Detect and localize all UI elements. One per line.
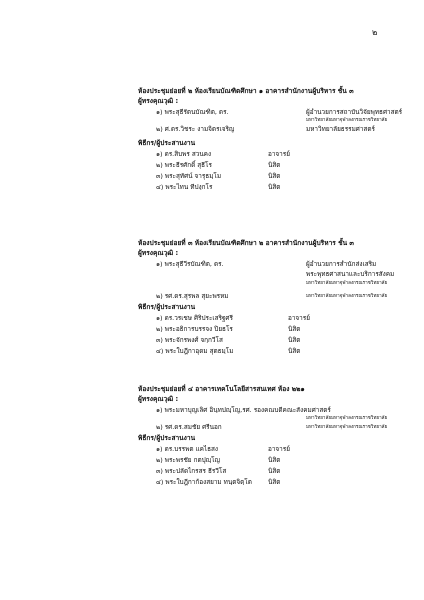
moderators-heading: พิธีกร/ผู้ประสานงาน [138, 434, 196, 442]
expert-role: มหาวิทยาลัยธรรมศาสตร์ [306, 125, 375, 133]
moderator-role: นิสิต [268, 183, 281, 191]
moderator-name: ๓) พระจักรพงศ์ จกฺกวีโส [156, 336, 223, 344]
moderator-row [156, 313, 418, 324]
moderator-role: อาจารย์ [268, 445, 290, 453]
moderator-name: ๓) พระปลัดไกรสร ธีรวีโส [156, 467, 227, 475]
experts-heading: ผู้ทรงคุณวุฒิ : [138, 395, 179, 403]
room-title: ห้องประชุมย่อยที่ ๔ อาคารเทคโนโลยีสารสนเทศ ห้อง ๒๒๑ [138, 385, 305, 393]
moderator-role: นิสิต [268, 467, 281, 475]
moderator-name: ๒) พระอธิการบรรจง ปิยธโร [156, 325, 233, 333]
moderator-row [156, 466, 418, 477]
moderator-role: นิสิต [268, 172, 281, 180]
moderator-name: ๔) พระไทน ทีปงฺกโร [156, 183, 213, 191]
expert-name: ๒) รศ.ดร.สุรพล สุยะพรหม [156, 292, 229, 300]
moderator-role: นิสิต [268, 478, 281, 486]
page-number: ๒ [372, 28, 378, 37]
moderator-name: ๔) พระใบฎีกาก้องสยาม ทนฺตจิตฺโต [156, 478, 252, 486]
expert-name: ๑) พระมหาบุญเลิศ อินฺทปญฺโญ,รศ. รองคณบดีคณะสังคมศาสตร์ [156, 406, 331, 414]
moderator-role: นิสิต [268, 456, 281, 464]
expert-affiliation: มหาวิทยาลัยมหาจุฬาลงกรณราชวิทยาลัย [306, 281, 388, 286]
moderator-role: นิสิต [288, 347, 301, 355]
moderator-role: นิสิต [268, 161, 281, 169]
expert-affiliation: มหาวิทยาลัยมหาจุฬาลงกรณราชวิทยาลัย [306, 294, 388, 299]
moderator-row [156, 324, 418, 335]
expert-row [156, 107, 418, 121]
expert-row [156, 124, 418, 135]
moderator-row [156, 335, 418, 346]
moderator-role: นิสิต [288, 336, 301, 344]
expert-row [156, 422, 418, 433]
moderator-name: ๒) พระธีรศักดิ์ สุธีโร [156, 161, 212, 169]
experts-heading: ผู้ทรงคุณวุฒิ : [138, 249, 179, 257]
moderator-row [156, 455, 418, 466]
moderator-name: ๓) พระสุทัศน์ จารุธมฺโม [156, 172, 222, 180]
expert-row [156, 291, 418, 302]
moderator-name: ๔) พระใบฎีกาอุดม สุตธมฺโม [156, 347, 234, 355]
expert-affiliation: มหาวิทยาลัยมหาจุฬาลงกรณราชวิทยาลัย [306, 425, 388, 430]
expert-role-line2: พระพุทธศาสนาและบริการสังคม [306, 270, 395, 278]
moderator-name: ๑) ดร.บรรพต แคไธสง [156, 445, 219, 453]
moderator-name: ๑) ดร.วรเชษ ศิริประเสริฐศรี [156, 314, 233, 322]
experts-heading: ผู้ทรงคุณวุฒิ : [138, 97, 179, 105]
expert-name: ๑) พระสุธีรัตนบัณฑิต, ดร. [156, 108, 229, 116]
room-section-2 [138, 86, 403, 193]
moderator-name: ๑) ดร.สิบพร สวนคง [156, 150, 212, 158]
expert-name: ๒) รศ.ดร.สมชัย ศรีนอก [156, 423, 222, 431]
moderator-row [156, 182, 418, 193]
moderators-heading: พิธีกร/ผู้ประสานงาน [138, 139, 196, 147]
room-section-4 [138, 384, 400, 488]
moderator-row [156, 444, 418, 455]
moderator-row [156, 149, 418, 160]
expert-row [156, 259, 418, 289]
expert-role: ผู้อำนวยการสำนักส่งเสริม [306, 260, 377, 268]
moderators-heading: พิธีกร/ผู้ประสานงาน [138, 303, 196, 311]
moderator-role: อาจารย์ [288, 314, 310, 322]
expert-row [156, 405, 418, 419]
expert-affiliation: มหาวิทยาลัยมหาจุฬาลงกรณราชวิทยาลัย [306, 416, 388, 421]
moderator-role: อาจารย์ [268, 150, 290, 158]
moderator-row [156, 160, 418, 171]
expert-role: ผู้อำนวยการสถาบันวิจัยพุทธศาสตร์ [306, 108, 403, 116]
room-title: ห้องประชุมย่อยที่ ๒ ห้องเรียนบัณฑิตศึกษา ๑ อาคารสำนักงานผู้บริหาร ชั้น ๓ [138, 87, 354, 95]
expert-name: ๒) ศ.ดร.วิชระ งามจิตรเจริญ [156, 125, 235, 133]
room-section-3 [138, 238, 400, 357]
expert-affiliation: มหาวิทยาลัยมหาจุฬาลงกรณราชวิทยาลัย [306, 118, 388, 123]
moderator-name: ๒) พระพรชัย กตปุญฺโญ [156, 456, 220, 464]
moderator-role: นิสิต [288, 325, 301, 333]
expert-name: ๑) พระสุธีวีรบัณฑิต, ดร. [156, 260, 224, 268]
room-title: ห้องประชุมย่อยที่ ๓ ห้องเรียนบัณฑิตศึกษา ๒ อาคารสำนักงานผู้บริหาร ชั้น ๓ [138, 239, 354, 247]
moderator-row [156, 346, 418, 357]
moderator-row [156, 477, 418, 488]
moderator-row [156, 171, 418, 182]
